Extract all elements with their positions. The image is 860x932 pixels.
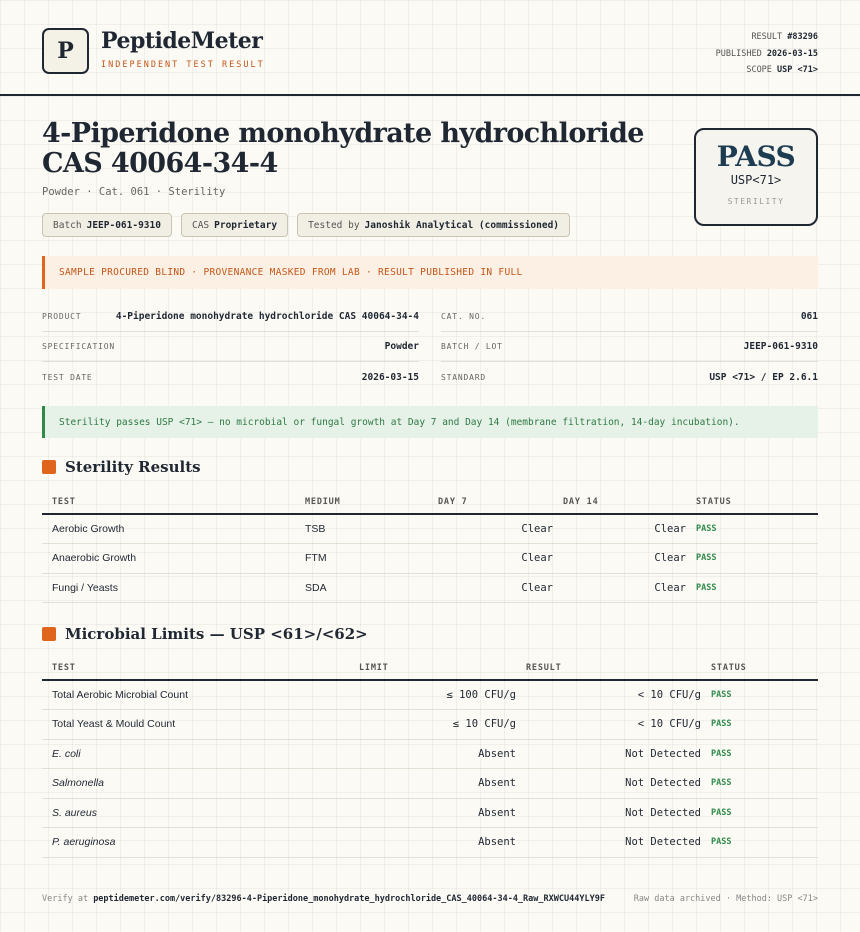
test-name: E. coli bbox=[42, 739, 349, 769]
status-badge: PASS bbox=[701, 828, 818, 858]
verdict-result: PASS bbox=[716, 140, 796, 173]
result-label: RESULT bbox=[751, 32, 783, 42]
column-header: DAY 14 bbox=[553, 490, 686, 514]
chip-value: Janoshik Analytical (commissioned) bbox=[364, 219, 560, 231]
table-header-row bbox=[42, 656, 818, 680]
scope-value: USP <71> bbox=[777, 65, 818, 75]
result: Not Detected bbox=[516, 798, 701, 828]
brand-logo: P bbox=[42, 28, 89, 74]
info-grid-right bbox=[441, 302, 818, 392]
result: < 10 CFU/g bbox=[516, 680, 701, 710]
table-row bbox=[42, 544, 818, 574]
table-row bbox=[42, 710, 818, 740]
section-heading: Microbial Limits — USP <61>/<62> bbox=[65, 625, 368, 643]
chip-row bbox=[42, 213, 570, 237]
verdict-standard: USP<71> bbox=[730, 173, 782, 187]
column-header: TEST bbox=[42, 490, 295, 514]
table-row bbox=[42, 769, 818, 799]
column-header: TEST bbox=[42, 656, 349, 680]
table-row bbox=[42, 514, 818, 544]
table-row bbox=[42, 739, 818, 769]
test-name: Total Yeast & Mould Count bbox=[42, 710, 349, 740]
day7-result: Clear bbox=[428, 544, 553, 574]
limit: ≤ 10 CFU/g bbox=[349, 710, 516, 740]
test-name: Fungi / Yeasts bbox=[42, 573, 295, 603]
sterility-section-title bbox=[42, 458, 201, 476]
result-summary: Sterility passes USP <71> — no microbial or fungal growth at Day 7 and Day 14 (membrane filtration, 14-day incubation). bbox=[42, 406, 818, 438]
verdict-stamp bbox=[694, 128, 818, 226]
table-row bbox=[42, 680, 818, 710]
info-label: CAT. NO. bbox=[441, 312, 486, 321]
table-row bbox=[42, 798, 818, 828]
limit: Absent bbox=[349, 769, 516, 799]
footer-note: Raw data archived · Method: USP <71> bbox=[633, 894, 818, 904]
info-value: JEEP-061-9310 bbox=[743, 341, 818, 352]
info-label: STANDARD bbox=[441, 372, 486, 382]
info-label: TEST DATE bbox=[42, 372, 93, 382]
result-meta bbox=[716, 29, 818, 79]
verify-link[interactable]: peptidemeter.com/verify/83296-4-Piperidone_monohydrate_hydrochloride_CAS_40064-34-4_Raw_RXWCU44YLY9F bbox=[93, 894, 605, 904]
brand-name: PeptideMeter bbox=[101, 28, 263, 54]
column-header: STATUS bbox=[686, 490, 818, 514]
column-header: LIMIT bbox=[349, 656, 516, 680]
section-marker-icon bbox=[42, 627, 56, 641]
microbial-section-title bbox=[42, 625, 368, 643]
status-badge: PASS bbox=[686, 544, 818, 574]
test-name: Anaerobic Growth bbox=[42, 544, 295, 574]
status-badge: PASS bbox=[686, 573, 818, 603]
info-row-standard bbox=[441, 362, 818, 392]
microbial-limits-table bbox=[42, 656, 818, 858]
page-title: 4-Piperidone monohydrate hydrochloride CAS 40064-34-4 bbox=[42, 118, 644, 179]
table-row bbox=[42, 828, 818, 858]
published-label: PUBLISHED bbox=[715, 48, 762, 59]
batch-chip bbox=[42, 213, 172, 237]
info-label: PRODUCT bbox=[42, 312, 82, 321]
chip-label: Batch bbox=[53, 219, 82, 231]
day7-result: Clear bbox=[428, 573, 553, 603]
verify-label: Verify at bbox=[42, 894, 89, 904]
brand-tagline: INDEPENDENT TEST RESULT bbox=[101, 60, 265, 70]
info-row-batch bbox=[441, 332, 818, 362]
info-label: SPECIFICATION bbox=[42, 342, 116, 351]
column-header: MEDIUM bbox=[295, 490, 428, 514]
section-marker-icon bbox=[42, 460, 56, 474]
sterility-table bbox=[42, 490, 818, 603]
procurement-notice: SAMPLE PROCURED BLIND · PROVENANCE MASKED FROM LAB · RESULT PUBLISHED IN FULL bbox=[42, 256, 818, 289]
info-value: Powder bbox=[384, 341, 419, 352]
info-row-product bbox=[42, 302, 419, 332]
test-name: Salmonella bbox=[42, 769, 349, 799]
day14-result: Clear bbox=[553, 514, 686, 544]
chip-value: JEEP-061-9310 bbox=[86, 219, 161, 231]
cas-chip bbox=[181, 213, 288, 237]
info-row-cat-no bbox=[441, 302, 818, 332]
test-name: Total Aerobic Microbial Count bbox=[42, 680, 349, 710]
limit: ≤ 100 CFU/g bbox=[349, 680, 516, 710]
verify-line bbox=[42, 894, 605, 904]
table-row bbox=[42, 573, 818, 603]
section-heading: Sterility Results bbox=[65, 458, 201, 476]
info-value: USP <71> / EP 2.6.1 bbox=[709, 371, 818, 383]
tested-by-chip bbox=[297, 213, 570, 237]
report-footer bbox=[42, 894, 818, 904]
column-header: DAY 7 bbox=[428, 490, 553, 514]
result-number: #83296 bbox=[787, 32, 818, 42]
test-name: P. aeruginosa bbox=[42, 828, 349, 858]
table-header-row bbox=[42, 490, 818, 514]
medium: SDA bbox=[295, 573, 428, 603]
info-value: 4-Piperidone monohydrate hydrochloride CAS 40064-34-4 bbox=[115, 311, 419, 322]
report-header bbox=[0, 0, 860, 96]
status-badge: PASS bbox=[701, 680, 818, 710]
limit: Absent bbox=[349, 828, 516, 858]
info-value: 061 bbox=[800, 311, 818, 322]
medium: TSB bbox=[295, 514, 428, 544]
test-name: Aerobic Growth bbox=[42, 514, 295, 544]
limit: Absent bbox=[349, 798, 516, 828]
column-header: STATUS bbox=[701, 656, 818, 680]
verdict-label: STERILITY bbox=[727, 197, 785, 206]
result: Not Detected bbox=[516, 828, 701, 858]
medium: FTM bbox=[295, 544, 428, 574]
limit: Absent bbox=[349, 739, 516, 769]
day14-result: Clear bbox=[553, 573, 686, 603]
status-badge: PASS bbox=[701, 710, 818, 740]
chip-label: Tested by bbox=[308, 219, 360, 231]
info-value: 2026-03-15 bbox=[361, 371, 419, 383]
info-label: BATCH / LOT bbox=[441, 342, 503, 351]
chip-label: CAS bbox=[191, 219, 210, 231]
test-name: S. aureus bbox=[42, 798, 349, 828]
day7-result: Clear bbox=[428, 514, 553, 544]
result: < 10 CFU/g bbox=[516, 710, 701, 740]
status-badge: PASS bbox=[686, 514, 818, 544]
info-row-specification bbox=[42, 332, 419, 362]
published-date: 2026-03-15 bbox=[766, 48, 818, 59]
scope-label: SCOPE bbox=[746, 65, 772, 75]
status-badge: PASS bbox=[701, 769, 818, 799]
result: Not Detected bbox=[516, 739, 701, 769]
chip-value: Proprietary bbox=[214, 219, 278, 231]
status-badge: PASS bbox=[701, 739, 818, 769]
column-header: RESULT bbox=[516, 656, 701, 680]
info-row-test-date bbox=[42, 362, 419, 392]
day14-result: Clear bbox=[553, 544, 686, 574]
page-subtitle: Powder · Cat. 061 · Sterility bbox=[42, 186, 226, 198]
result: Not Detected bbox=[516, 769, 701, 799]
status-badge: PASS bbox=[701, 798, 818, 828]
info-grid-left bbox=[42, 302, 419, 392]
